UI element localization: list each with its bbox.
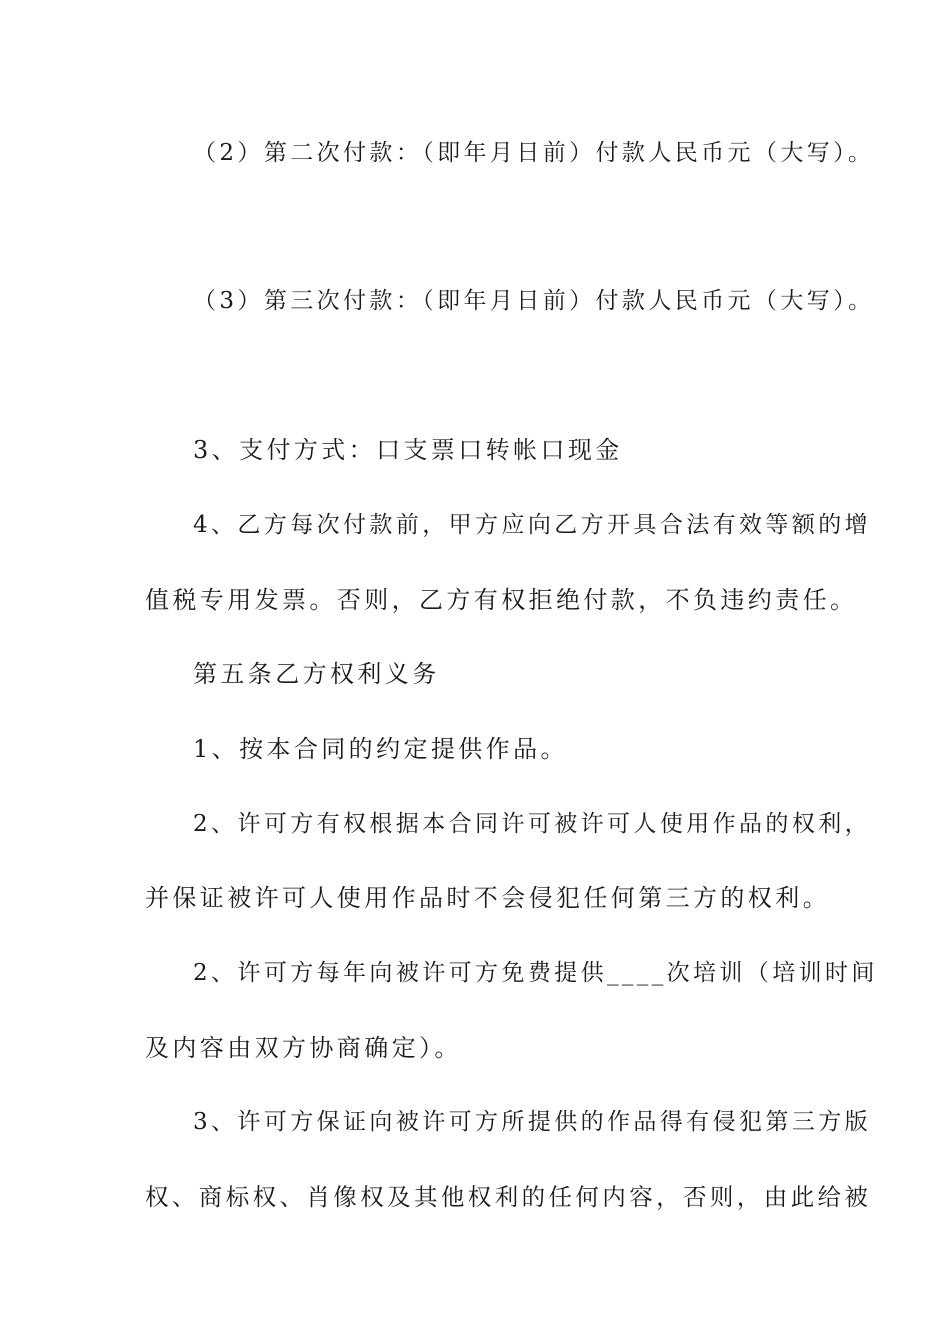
paragraph-payment-method: 3、支付方式：口支票口转帐口现金 [193,436,623,464]
paragraph-invoice-line-2: 值税专用发票。否则，乙方有权拒绝付款，不负违约责任。 [145,586,858,614]
paragraph-invoice-line-1: 4、乙方每次付款前，甲方应向乙方开具合法有效等额的增 [193,512,872,538]
paragraph-warranty-line-2: 权、商标权、肖像权及其他权利的任何内容，否则，由此给被 [145,1183,872,1211]
paragraph-second-payment: （2）第二次付款：（即年月日前）付款人民币元（大写）。 [193,140,875,166]
paragraph-training-line-2: 及内容由双方协商确定）。 [145,1034,462,1062]
paragraph-license-rights-line-2: 并保证被许可人使用作品时不会侵犯任何第三方的权利。 [145,884,830,912]
paragraph-third-payment: （3）第三次付款：（即年月日前）付款人民币元（大写）。 [193,288,875,314]
paragraph-training-line-1: 2、许可方每年向被许可方免费提供____次培训（培训时间 [193,960,878,986]
paragraph-license-rights-line-1: 2、许可方有权根据本合同许可被许可人使用作品的权利， [193,811,872,837]
paragraph-warranty-line-1: 3、许可方保证向被许可方所提供的作品得有侵犯第三方版 [193,1109,872,1135]
section-heading-article-5: 第五条乙方权利义务 [193,660,440,688]
paragraph-provide-work: 1、按本合同的约定提供作品。 [193,735,568,763]
